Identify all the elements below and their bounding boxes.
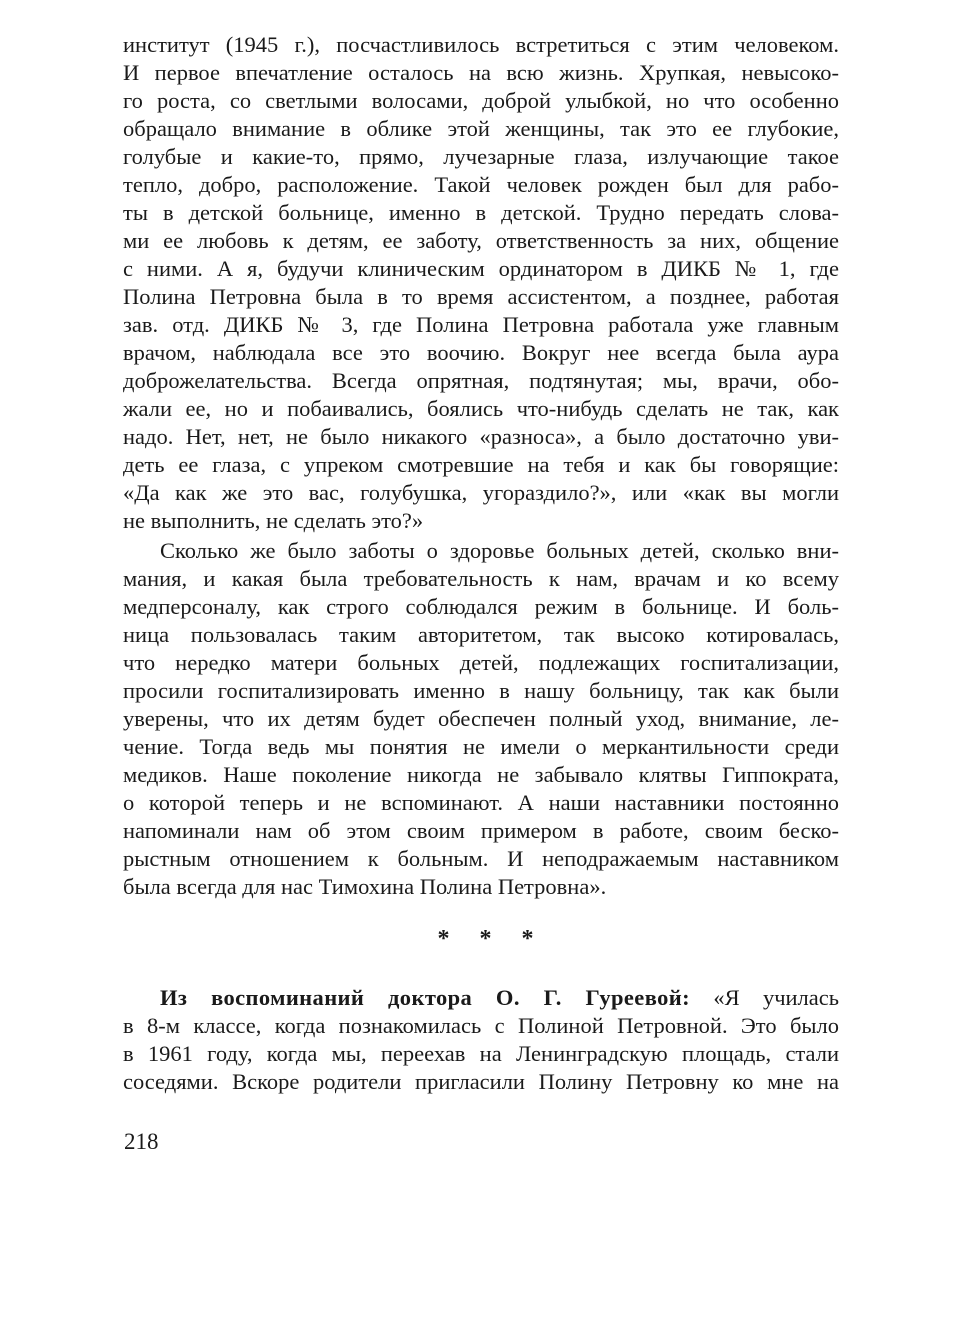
text-line: была всегда для нас Тимохина Полина Петровна». (123, 874, 607, 899)
memoir-quote-start: «Я училась (713, 985, 840, 1010)
memoir-source-heading: Из воспоминаний доктора О. Г. Гуреевой: (160, 985, 691, 1010)
text-line: в 8-м классе, когда познакомилась с Полиной Петровной. Это было (123, 1013, 839, 1038)
text-line: надо. Нет, нет, не было никакого «разноса», а было достаточно уви- (123, 424, 839, 449)
text-line: голубые и какие-то, прямо, лучезарные глаза, излучающие такое (123, 144, 839, 169)
section-divider: * * * (437, 926, 546, 952)
page-number: 218 (124, 1129, 159, 1154)
text-line: мания, и какая была требовательность к нам, врачам и ко всему (123, 566, 839, 591)
text-line: не выполнить, не сделать это?» (123, 508, 424, 533)
text-line: напоминали нам об этом своим примером в работе, своим беско- (123, 818, 839, 843)
text-line: просили госпитализировать именно в нашу больницу, так как были (123, 678, 839, 703)
text-line: обращало внимание в облике этой женщины, так это ее глубокие, (123, 116, 839, 141)
text-line: го роста, со светлыми волосами, доброй улыбкой, но что особенно (123, 88, 839, 113)
text-line: ми ее любовь к детям, ее заботу, ответственность за них, общение (123, 228, 839, 253)
text-line: ты в детской больнице, именно в детской. Трудно передать слова- (123, 200, 839, 225)
text-line: врачом, наблюдала все это воочию. Вокруг нее всегда была аура (123, 340, 839, 365)
text-line: о которой теперь и не вспоминают. А наши наставники постоянно (123, 790, 839, 815)
text-line: медиков. Наше поколение никогда не забывало клятвы Гиппократа, (123, 762, 839, 787)
text-line: рыстным отношением к больным. И неподражаемым наставником (123, 846, 839, 871)
text-line: что нередко матери больных детей, подлежащих госпитализации, (123, 650, 839, 675)
text-line: уверены, что их детям будет обеспечен полный уход, внимание, ле- (123, 706, 839, 731)
text-line: тепло, добро, расположение. Такой человек рожден был для рабо- (123, 172, 839, 197)
text-line: жали ее, но и побаивались, боялись что-нибудь сделать не так, как (123, 396, 839, 421)
text-line: медперсоналу, как строго соблюдался режим в больнице. И боль- (123, 594, 839, 619)
text-line: доброжелательства. Всегда опрятная, подтянутая; мы, врачи, обо- (123, 368, 839, 393)
text-line: зав. отд. ДИКБ № 3, где Полина Петровна работала уже главным (123, 312, 839, 337)
text-line: И первое впечатление осталось на всю жизнь. Хрупкая, невысоко- (123, 60, 839, 85)
text-line: соседями. Вскоре родители пригласили Полину Петровну ко мне на (123, 1069, 839, 1094)
text-line: деть ее глаза, с упреком смотревшие на тебя и как бы говорящие: (123, 452, 839, 477)
text-line: Сколько же было заботы о здоровье больных детей, сколько вни- (160, 538, 839, 563)
text-line: с ними. А я, будучи клиническим ординатором в ДИКБ № 1, где (123, 256, 839, 281)
memoir-heading-line (123, 984, 839, 1012)
text-line: институт (1945 г.), посчастливилось встретиться с этим человеком. (123, 32, 839, 57)
text-line: чение. Тогда ведь мы понятия не имели о меркантильности среди (123, 734, 839, 759)
text-line: «Да как же это вас, голубушка, угораздило?», или «как вы могли (123, 480, 839, 505)
text-line: Полина Петровна была в то время ассистентом, а позднее, работая (123, 284, 839, 309)
text-line: ница пользовалась таким авторитетом, так высоко котировалась, (123, 622, 839, 647)
text-line: в 1961 году, когда мы, переехав на Ленинградскую площадь, стали (123, 1041, 839, 1066)
